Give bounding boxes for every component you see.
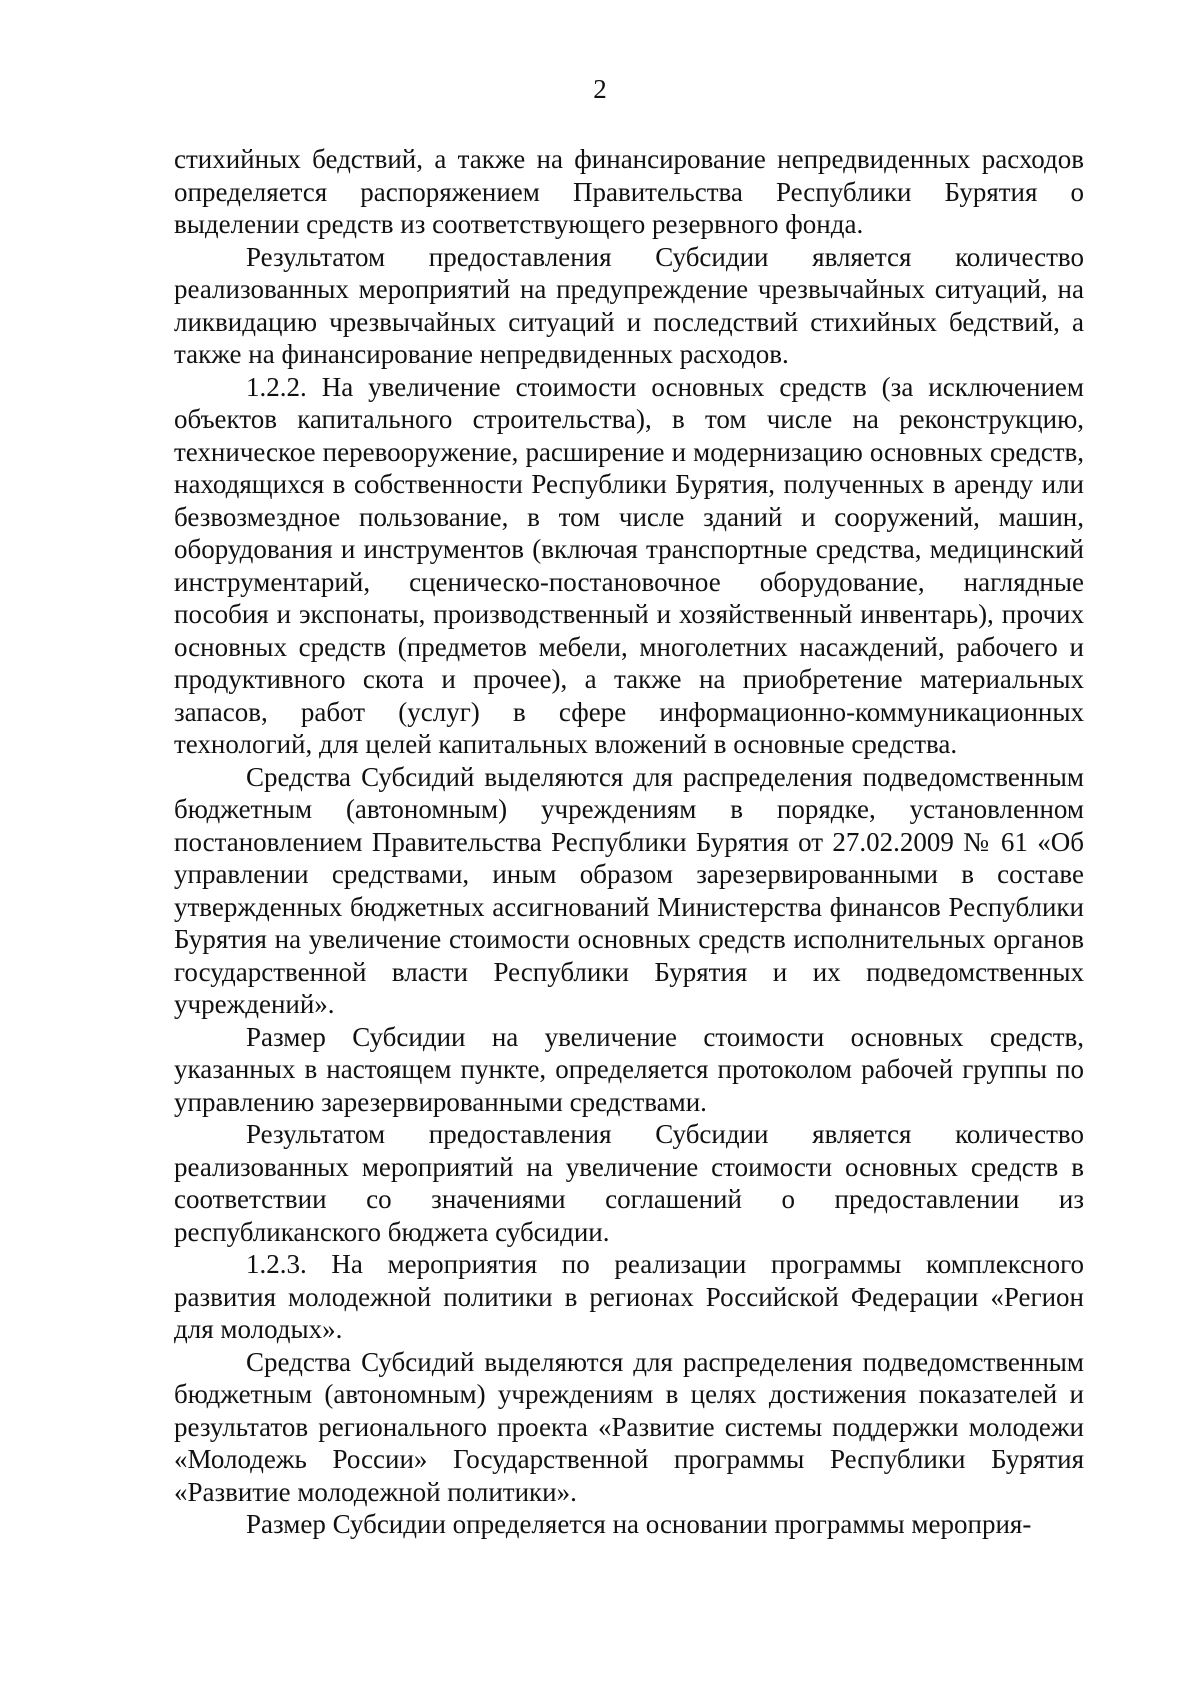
document-body [174, 143, 1084, 1541]
paragraph-emergency-result: Результатом предоставления Субсидии является количество реализованных мероприятий на предупреждение чрезвычайных ситуаций, на ликвидацию чрезвычайных ситуаций и последствий стихийных бедствий, а также на финансирование непредвиденных расходов. [174, 241, 1084, 369]
paragraph-subsidy-distribution: Средства Субсидий выделяются для распределения подведомственным бюджетным (автономным) учреждениям в порядке, установленном постановлением Правительства Республики Бурятия от 27.02.2009 № 61 «Об управлении средствами, иным образом зарезервированными в составе утвержденных бюджетных ассигнований Министерства финансов Республики Бурятия на увеличение стоимости основных средств исполнительных органов государственной власти Республики Бурятия и их подведомственных учреждений». [174, 761, 1084, 1019]
paragraph-section-1-2-3: 1.2.3. На мероприятия по реализации программы комплексного развития молодежной политики в регионах Российской Федерации «Регион для молодых». [174, 1249, 1084, 1344]
paragraph-youth-project-distribution: Средства Субсидий выделяются для распределения подведомственным бюджетным (автономным) учреждениям в целях достижения показателей и результатов регионального проекта «Развитие системы поддержки молодежи «Молодежь России» Государственной программы Республики Бурятия «Развитие молодежной политики». [174, 1346, 1084, 1507]
paragraph-fixed-assets-result: Результатом предоставления Субсидии является количество реализованных мероприятий на увеличение стоимости основных средств в соответствии со значениями соглашений о предоставлении из республиканского бюджета субсидии. [174, 1119, 1084, 1247]
paragraph-section-1-2-2: 1.2.2. На увеличение стоимости основных средств (за исключением объектов капитального строительства), в том числе на реконструкцию, техническое перевооружение, расширение и модернизацию основных средств, находящихся в собственности Республики Бурятия, полученных в аренду или безвозмездное пользование, в том числе зданий и сооружений, машин, оборудования и инструментов (включая транспортные средства, медицинский инструментарий, сценическо-постановочное оборудование, наглядные пособия и экспонаты, производственный и хозяйственный инвентарь), прочих основных средств (предметов мебели, многолетних насаждений, рабочего и продуктивного скота и прочее), а также на приобретение материальных запасов, работ (услуг) в сфере информационно-коммуникационных технологий, для целей капитальных вложений в основные средства. [174, 371, 1084, 759]
paragraph-reserve-fund-continuation: стихийных бедствий, а также на финансирование непредвиденных расходов определяется распоряжением Правительства Республики Бурятия о выделении средств из соответствующего резервного фонда. [174, 144, 1084, 239]
paragraph-subsidy-size: Размер Субсидии на увеличение стоимости основных средств, указанных в настоящем пункте, определяется протоколом рабочей группы по управлению зарезервированными средствами. [174, 1021, 1084, 1117]
paragraph-youth-subsidy-size: Размер Субсидии определяется на основании программы мероприя- [246, 1509, 1032, 1539]
page-number: 2 [593, 74, 607, 104]
